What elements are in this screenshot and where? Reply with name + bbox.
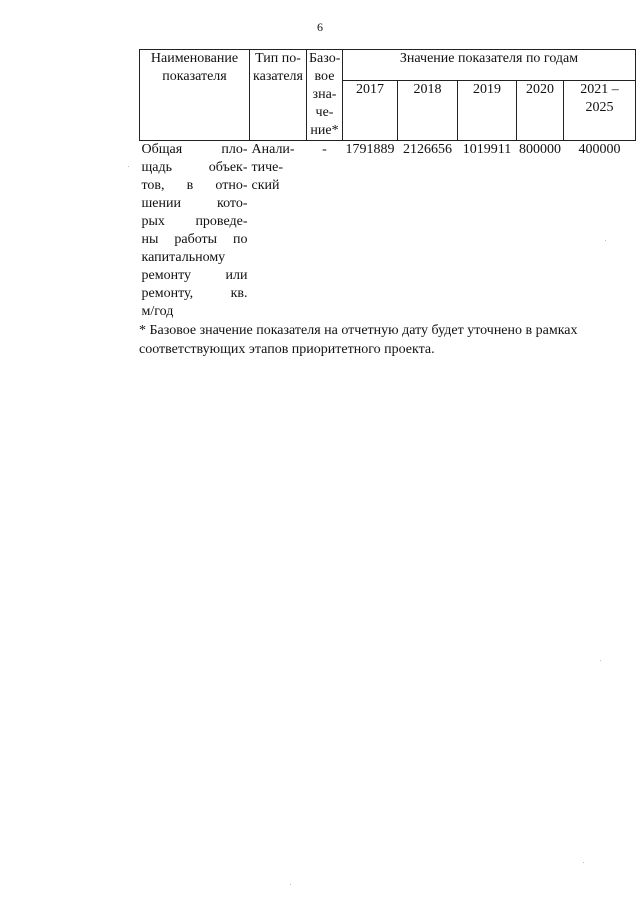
header-indicator-name: Наименование показателя: [140, 50, 250, 141]
table-header-row: [140, 50, 636, 81]
scan-speck: [128, 166, 129, 167]
value-2020-cell: 800000: [519, 142, 561, 157]
header-year-2019: 2019: [458, 80, 517, 140]
scan-speck: [583, 862, 584, 863]
header-indicator-type: Тип по- казателя: [250, 50, 307, 141]
indicator-name-cell: Общая пло- щадь объек- тов, в отно- шении кото- рых проведе- ны работы по капитальному ремонту или ремонту, кв. м/год: [141, 142, 248, 319]
indicator-type-cell: Анали- тиче- ский: [251, 142, 295, 193]
header-year-2021-2025: 2021 – 2025: [564, 80, 636, 140]
scan-speck: [290, 884, 291, 885]
base-value-cell: -: [322, 142, 327, 157]
value-2018-cell: 2126656: [403, 142, 452, 157]
scan-speck: [600, 660, 601, 661]
scan-speck: [605, 240, 606, 241]
header-year-2018: 2018: [398, 80, 458, 140]
table-row: [140, 141, 636, 322]
indicators-table: [139, 49, 636, 321]
value-2019-cell: 1019911: [462, 142, 512, 157]
header-years-group: Значение показателя по годам: [343, 50, 636, 81]
page-number: 6: [317, 20, 323, 34]
header-base-value: Базо- вое зна- че- ние*: [307, 50, 343, 141]
header-year-2020: 2020: [517, 80, 564, 140]
value-2017-cell: 1791889: [345, 142, 395, 157]
value-2021-2025-cell: 400000: [578, 142, 621, 157]
footnote: * Базовое значение показателя на отчетную дату будет уточнено в рамках соответствующих этапов приоритетного проекта.: [139, 323, 578, 357]
header-year-2017: 2017: [343, 80, 398, 140]
